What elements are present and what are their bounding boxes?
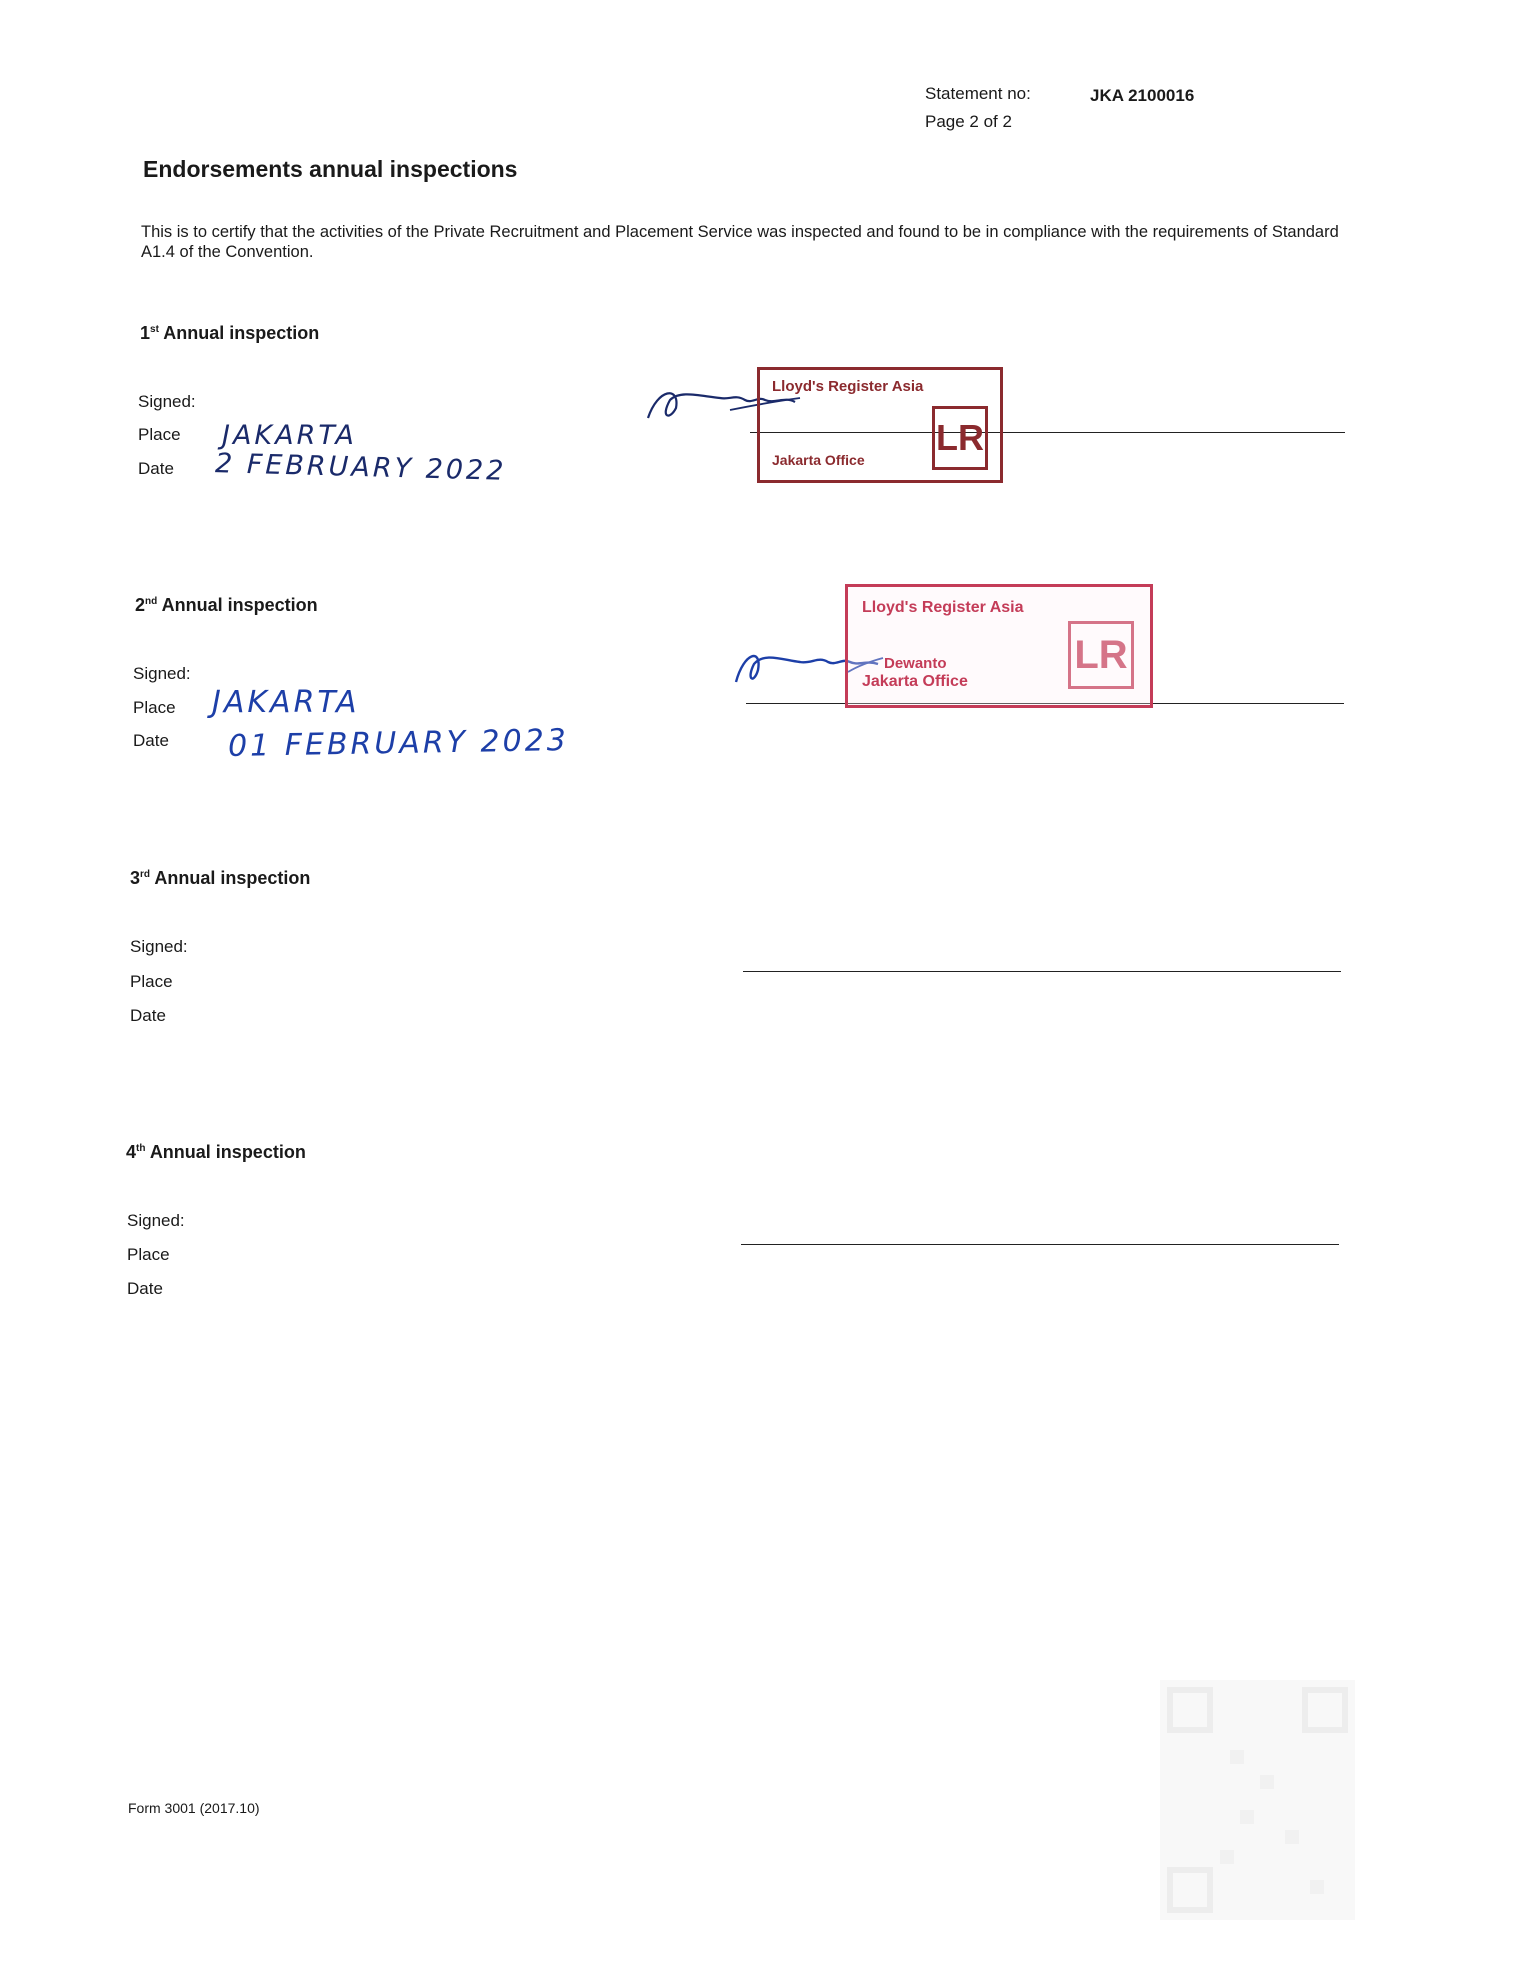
section-3-signed-label: Signed: [130, 937, 188, 956]
stamp-1-office: Jakarta Office [772, 452, 865, 468]
section-4-date-label: Date [127, 1279, 163, 1298]
section-1-place-label: Place [138, 425, 181, 444]
section-3-date-label: Date [130, 1006, 166, 1025]
stamp-2-office: Jakarta Office [862, 673, 968, 690]
stamp-2-lr-logo: LR [1068, 621, 1134, 689]
section-3-title: 3rd Annual inspection [130, 868, 311, 888]
stamp-1-company: Lloyd's Register Asia [772, 378, 924, 395]
section-1-title: 1st Annual inspection [140, 323, 320, 343]
page-title: Endorsements annual inspections [143, 156, 518, 182]
section-1-place-handwriting: JAKARTA [222, 420, 357, 451]
section-4-title: 4th Annual inspection [126, 1142, 306, 1162]
statement-label: Statement no: [925, 84, 1031, 103]
stamp-1-lr-logo: LR [932, 406, 988, 470]
section-2-place-label: Place [133, 698, 176, 717]
stamp-lloyds-1 [757, 367, 1003, 483]
stamp-2-name: Dewanto [884, 655, 947, 672]
statement-number: JKA 2100016 [1090, 86, 1195, 105]
section-4-signed-label: Signed: [127, 1211, 185, 1230]
section-4-signature-line [741, 1244, 1339, 1245]
section-1-signed-label: Signed: [138, 392, 196, 411]
page-number: Page 2 of 2 [925, 112, 1012, 131]
section-2-title: 2nd Annual inspection [135, 595, 318, 615]
section-3-signature-line [743, 971, 1341, 972]
section-3-place-label: Place [130, 972, 173, 991]
section-1-date-label: Date [138, 459, 174, 478]
form-number: Form 3001 (2017.10) [128, 1800, 260, 1816]
section-2-signed-label: Signed: [133, 664, 191, 683]
stamp-2-company: Lloyd's Register Asia [862, 599, 1024, 616]
section-2-date-handwriting: 01 FEBRUARY 2023 [227, 723, 570, 764]
stamp-lloyds-2 [845, 584, 1153, 708]
section-2-place-handwriting: JAKARTA [212, 685, 360, 720]
certification-text: This is to certify that the activities of the Private Recruitment and Placement Service was inspected and found to be in compliance with the requirements of Standard A1.4 of the Convention. [141, 223, 1339, 261]
section-4-place-label: Place [127, 1245, 170, 1264]
section-1-date-handwriting: 2 FEBRUARY 2022 [214, 448, 507, 487]
qr-pattern [1160, 1680, 1355, 1920]
section-2-date-label: Date [133, 731, 169, 750]
qr-code-faint [1160, 1680, 1355, 1920]
